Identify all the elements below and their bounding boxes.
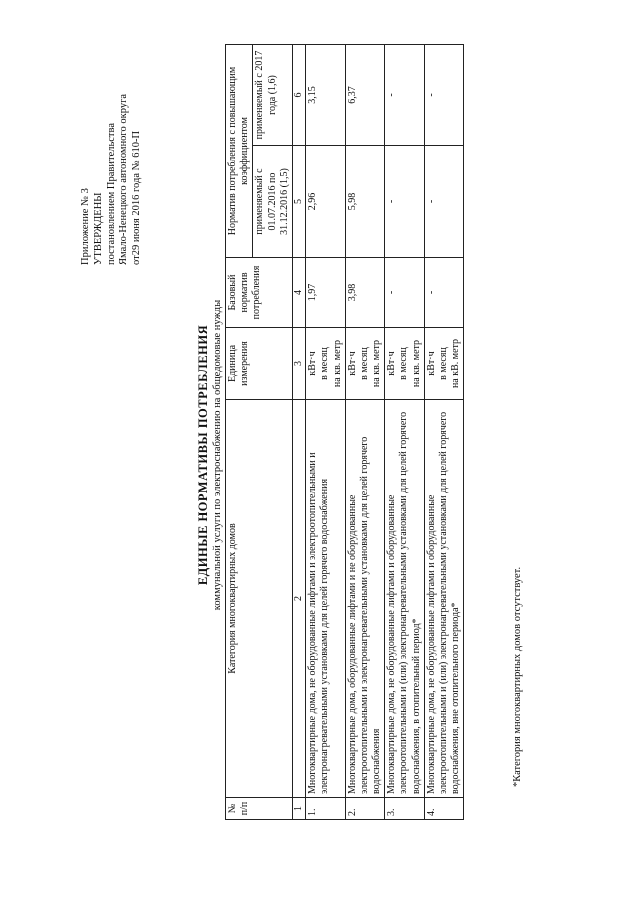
approval-block [80,25,144,265]
header-coef-2017: применяемый с 2017 года (1,6) [253,44,293,145]
row-num: 1. [306,798,346,820]
row-base-norm: - [424,258,464,328]
row-category: Многоквартирные дома, не оборудованные лифтами и оборудованные электроотопительными и (или) электронагревательными установками для целей горячего водоснабжения, вне отопительного периода* [424,400,464,798]
row-coef-2017: - [424,44,464,145]
column-number: 4 [292,258,305,328]
footnote: *Категория многоквартирных домов отсутствует. [512,566,523,787]
approval-line: Приложение № 3 [80,188,91,265]
row-unit: кВт·ч в месяц на кв. метр [306,328,346,400]
row-unit: кВт·ч в месяц на кв. метр [385,328,425,400]
row-base-norm: - [385,258,425,328]
row-num: 4. [424,798,464,820]
approval-line: от29 июня 2016 года № 610-П [131,130,143,265]
row-category: Многоквартирные дома, не оборудованные лифтами и электроотопительными и электронагревательными установками для целей горячего водоснабжения [306,400,346,798]
column-number: 3 [292,328,305,400]
document-title: ЕДИНЫЕ НОРМАТИВЫ ПОТРЕБЛЕНИЯ [196,324,210,586]
row-coef-2016: - [385,146,425,258]
row-coef-2017: 6,37 [345,44,385,145]
row-coef-2016: - [424,146,464,258]
row-num: 2. [345,798,385,820]
row-coef-2016: 5,98 [345,146,385,258]
table-row [345,44,385,819]
table-row [385,44,425,819]
table-row [306,44,346,819]
row-unit: кВт·ч в месяц на кВ. метр [424,328,464,400]
header-num: № п/п [226,798,293,820]
row-num: 3. [385,798,425,820]
header-coef-group: Норматив потребления с повышающим коэффициентом [226,44,253,257]
document-subtitle: коммунальной услуги по электроснабжению на общедомовые нужды [212,299,223,611]
approval-line: Ямало-Ненецкого автономного округа [118,93,130,265]
row-category: Многоквартирные дома, не оборудованные лифтами и оборудованные электроотопительными и (или) электронагревательными установками для целей горячего водоснабжения, в отопительный период* [385,400,425,798]
column-number: 2 [292,400,305,798]
table-row [424,44,464,819]
norms-table [225,44,464,820]
row-unit: кВт·ч в месяц на кв. метр [345,328,385,400]
header-category: Категория многоквартирных домов [226,400,293,798]
header-base-norm: Базовый норматив потребления [226,258,293,328]
row-coef-2017: 3,15 [306,44,346,145]
row-coef-2017: - [385,44,425,145]
row-category: Многоквартирные дома, оборудованные лифтами и не оборудованные электроотопительными и электронагревательными установками для целей горячего водоснабжения [345,400,385,798]
approval-line: УТВЕРЖДЕНЫ [92,192,104,265]
row-base-norm: 3,98 [345,258,385,328]
header-coef-2016: применяемый с 01.07.2016 по 31.12.2016 (1,5) [253,146,293,258]
row-base-norm: 1,97 [306,258,346,328]
approval-line: постановлением Правительства [105,122,117,265]
header-unit: Единица измерения [226,328,293,400]
row-coef-2016: 2,96 [306,146,346,258]
column-number: 1 [292,798,305,820]
column-number: 6 [292,44,305,145]
column-number: 5 [292,146,305,258]
